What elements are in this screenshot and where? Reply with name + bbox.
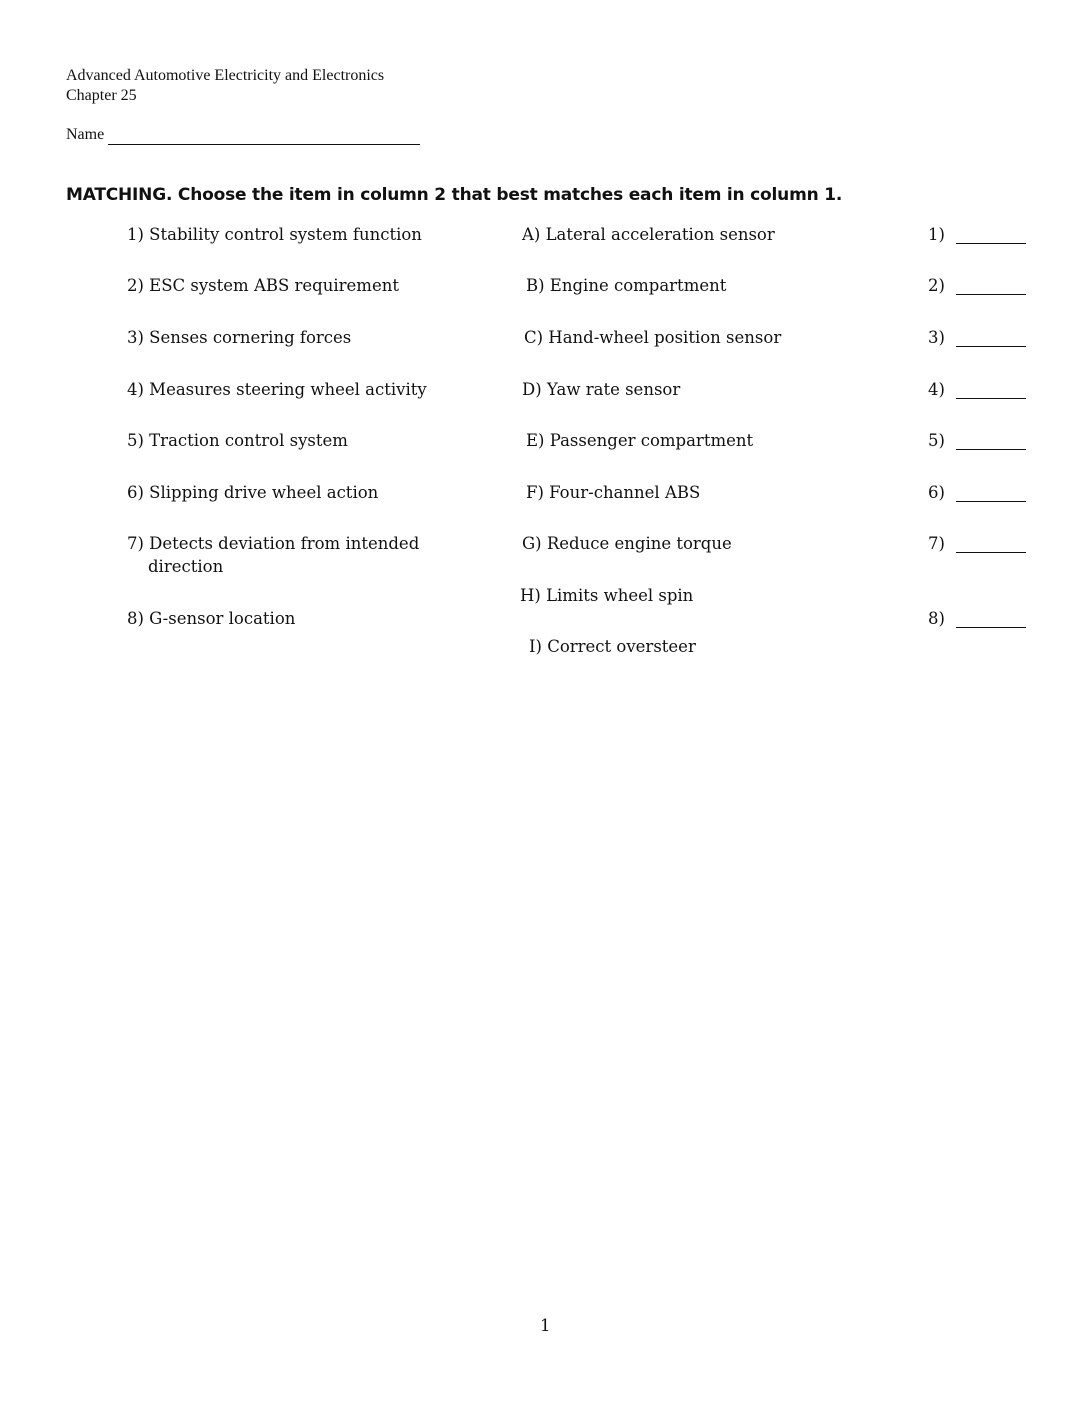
answer-number-1: 1)	[928, 225, 945, 244]
answer-number-6: 6)	[928, 483, 945, 502]
option-f: F) Four-channel ABS	[526, 483, 701, 502]
option-e: E) Passenger compartment	[526, 431, 754, 450]
answer-number-5: 5)	[928, 431, 945, 450]
answer-blank-3[interactable]	[956, 346, 1026, 347]
answer-blank-8[interactable]	[956, 627, 1026, 628]
answer-number-2: 2)	[928, 276, 945, 295]
course-title: Advanced Automotive Electricity and Electronics	[66, 67, 385, 84]
question-1: 1) Stability control system function	[127, 225, 422, 244]
answer-blank-2[interactable]	[956, 294, 1026, 295]
question-2: 2) ESC system ABS requirement	[127, 276, 399, 295]
answer-number-3: 3)	[928, 328, 945, 347]
answer-number-8: 8)	[928, 609, 945, 628]
option-i: I) Correct oversteer	[529, 637, 696, 656]
option-c: C) Hand-wheel position sensor	[524, 328, 782, 347]
answer-blank-5[interactable]	[956, 449, 1026, 450]
name-field-line[interactable]	[108, 144, 420, 145]
answer-number-4: 4)	[928, 380, 945, 399]
instructions-heading: MATCHING. Choose the item in column 2 that best matches each item in column 1.	[66, 185, 843, 205]
answer-blank-7[interactable]	[956, 552, 1026, 553]
option-a: A) Lateral acceleration sensor	[522, 225, 775, 244]
chapter-label: Chapter 25	[66, 87, 137, 104]
option-d: D) Yaw rate sensor	[522, 380, 681, 399]
option-b: B) Engine compartment	[526, 276, 727, 295]
page-number: 1	[540, 1316, 551, 1335]
answer-blank-4[interactable]	[956, 398, 1026, 399]
question-7: 7) Detects deviation from intended	[127, 534, 420, 553]
option-g: G) Reduce engine torque	[522, 534, 732, 553]
question-8: 8) G-sensor location	[127, 609, 296, 628]
question-7-continuation: direction	[148, 557, 224, 576]
question-4: 4) Measures steering wheel activity	[127, 380, 427, 399]
answer-number-7: 7)	[928, 534, 945, 553]
question-6: 6) Slipping drive wheel action	[127, 483, 379, 502]
question-5: 5) Traction control system	[127, 431, 348, 450]
option-h: H) Limits wheel spin	[520, 586, 694, 605]
name-label: Name	[66, 126, 105, 143]
answer-blank-1[interactable]	[956, 243, 1026, 244]
answer-blank-6[interactable]	[956, 501, 1026, 502]
question-3: 3) Senses cornering forces	[127, 328, 352, 347]
